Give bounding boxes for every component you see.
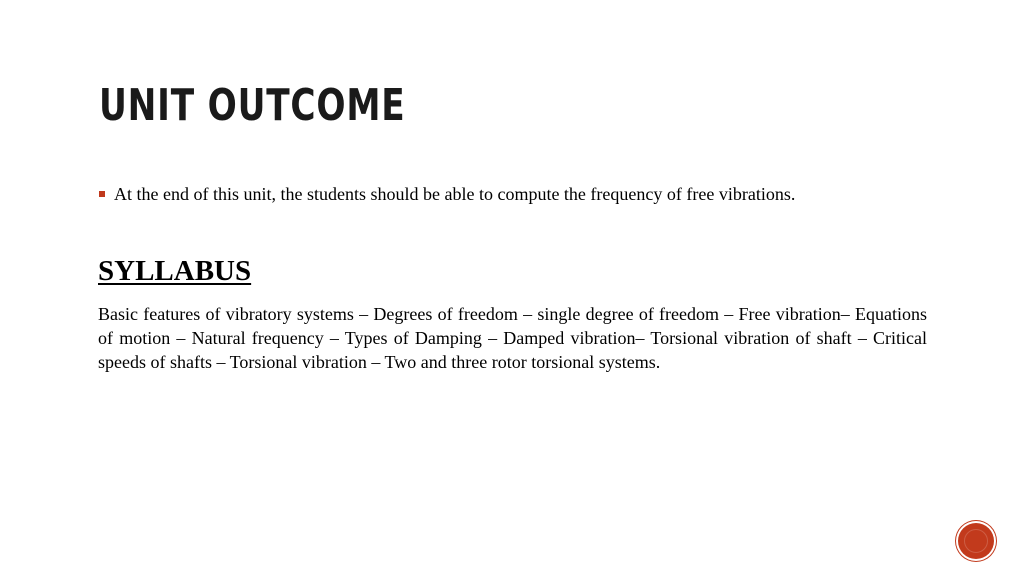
bullet-text: At the end of this unit, the students should be able to compute the frequency of free vibrations. <box>114 184 796 204</box>
bullet-item <box>99 182 939 206</box>
syllabus-paragraph: Basic features of vibratory systems – Degrees of freedom – single degree of freedom – Free vibration– Equations of motion – Natural frequency – Types of Damping – Damped vibration– Torsional vibration of shaft – Critical speeds of shafts – Torsional vibration – Two and three rotor torsional systems. <box>98 304 927 372</box>
square-bullet-icon <box>99 191 105 197</box>
badge-ring-icon <box>964 529 988 553</box>
slide-title: UNIT OUTCOME <box>99 80 406 131</box>
slide-number-badge <box>958 523 994 559</box>
syllabus-heading: SYLLABUS <box>98 255 252 287</box>
